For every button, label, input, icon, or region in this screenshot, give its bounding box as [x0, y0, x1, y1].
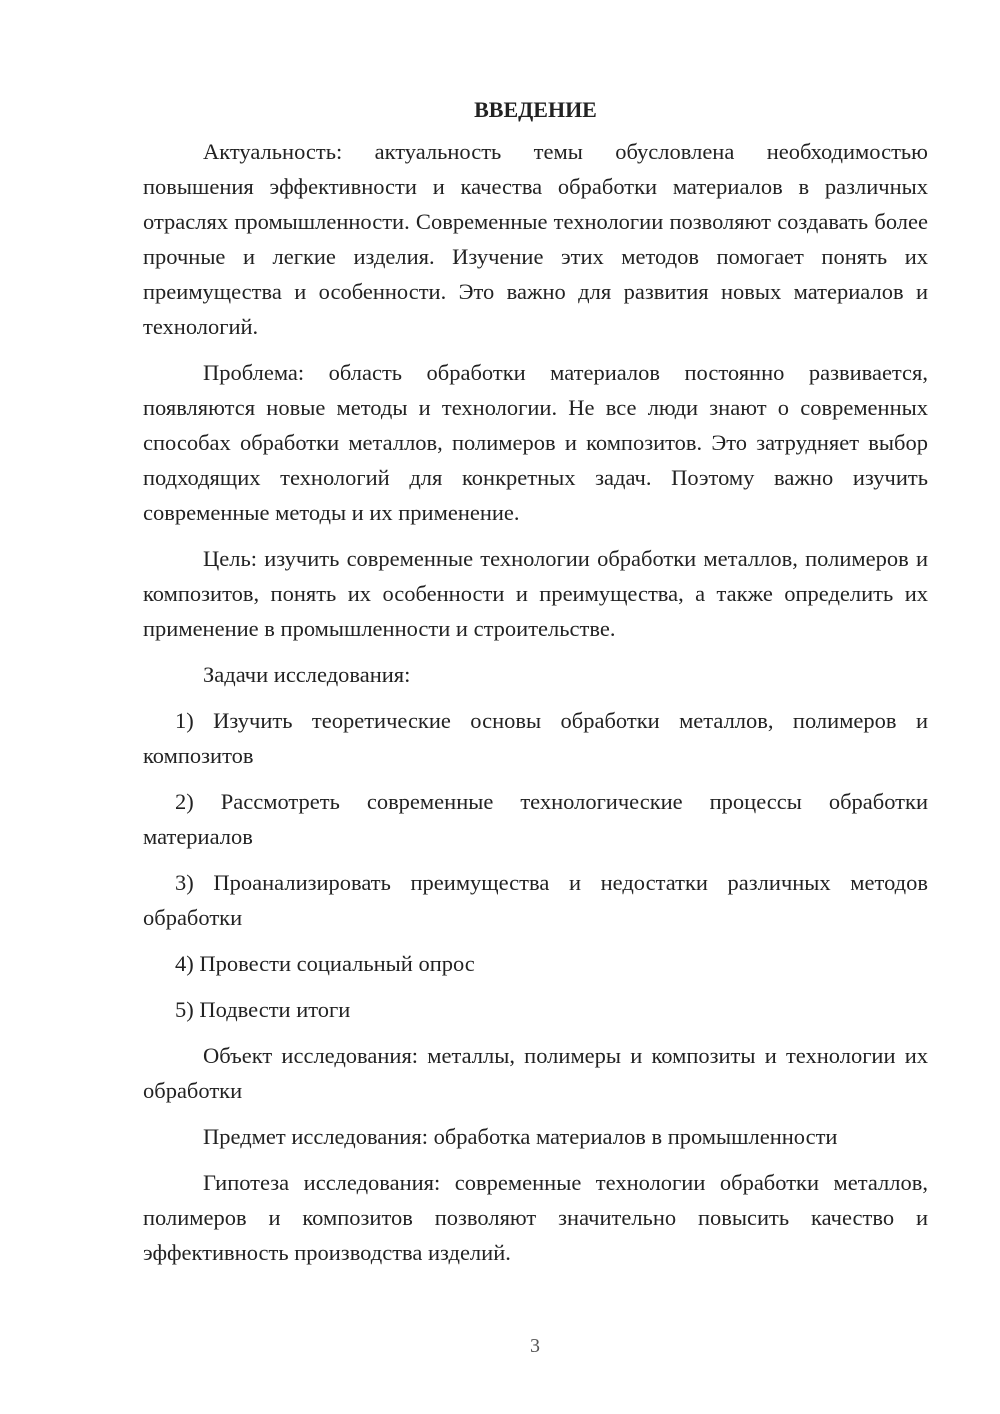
task-item-1: 1) Изучить теоретические основы обработки металлов, полимеров и композитов — [143, 708, 928, 768]
relevance-paragraph: Актуальность: актуальность темы обусловлена необходимостью повышения эффективности и качества обработки материалов в различных отраслях промышленности. Современные технологии позволяют создавать более прочные и легкие изделия. Изучение этих методов помогает понять их преимущества и особенности. Это важно для развития новых материалов и технологий. — [143, 139, 928, 339]
task-item-4: 4) Провести социальный опрос — [175, 951, 475, 976]
goal-paragraph: Цель: изучить современные технологии обработки металлов, полимеров и композитов, понять их особенности и преимущества, а также определить их применение в промышленности и строительстве. — [143, 546, 928, 641]
task-item-2: 2) Рассмотреть современные технологические процессы обработки материалов — [143, 789, 928, 849]
object-paragraph: Объект исследования: металлы, полимеры и композиты и технологии их обработки — [143, 1043, 928, 1103]
task-item-5: 5) Подвести итоги — [175, 997, 351, 1022]
problem-paragraph: Проблема: область обработки материалов постоянно развивается, появляются новые методы и технологии. Не все люди знают о современных способах обработки металлов, полимеров и композитов. Это затрудняет выбор подходящих технологий для конкретных задач. Поэтому важно изучить современные методы и их применение. — [143, 360, 928, 525]
tasks-heading: Задачи исследования: — [203, 662, 411, 687]
document-body — [143, 92, 928, 1281]
hypothesis-paragraph: Гипотеза исследования: современные технологии обработки металлов, полимеров и композитов позволяют значительно повысить качество и эффективность производства изделий. — [143, 1170, 928, 1265]
subject-paragraph: Предмет исследования: обработка материалов в промышленности — [203, 1124, 838, 1149]
page-number: 3 — [530, 1335, 540, 1357]
page-title: ВВЕДЕНИЕ — [474, 97, 597, 122]
task-item-3: 3) Проанализировать преимущества и недостатки различных методов обработки — [143, 870, 928, 930]
